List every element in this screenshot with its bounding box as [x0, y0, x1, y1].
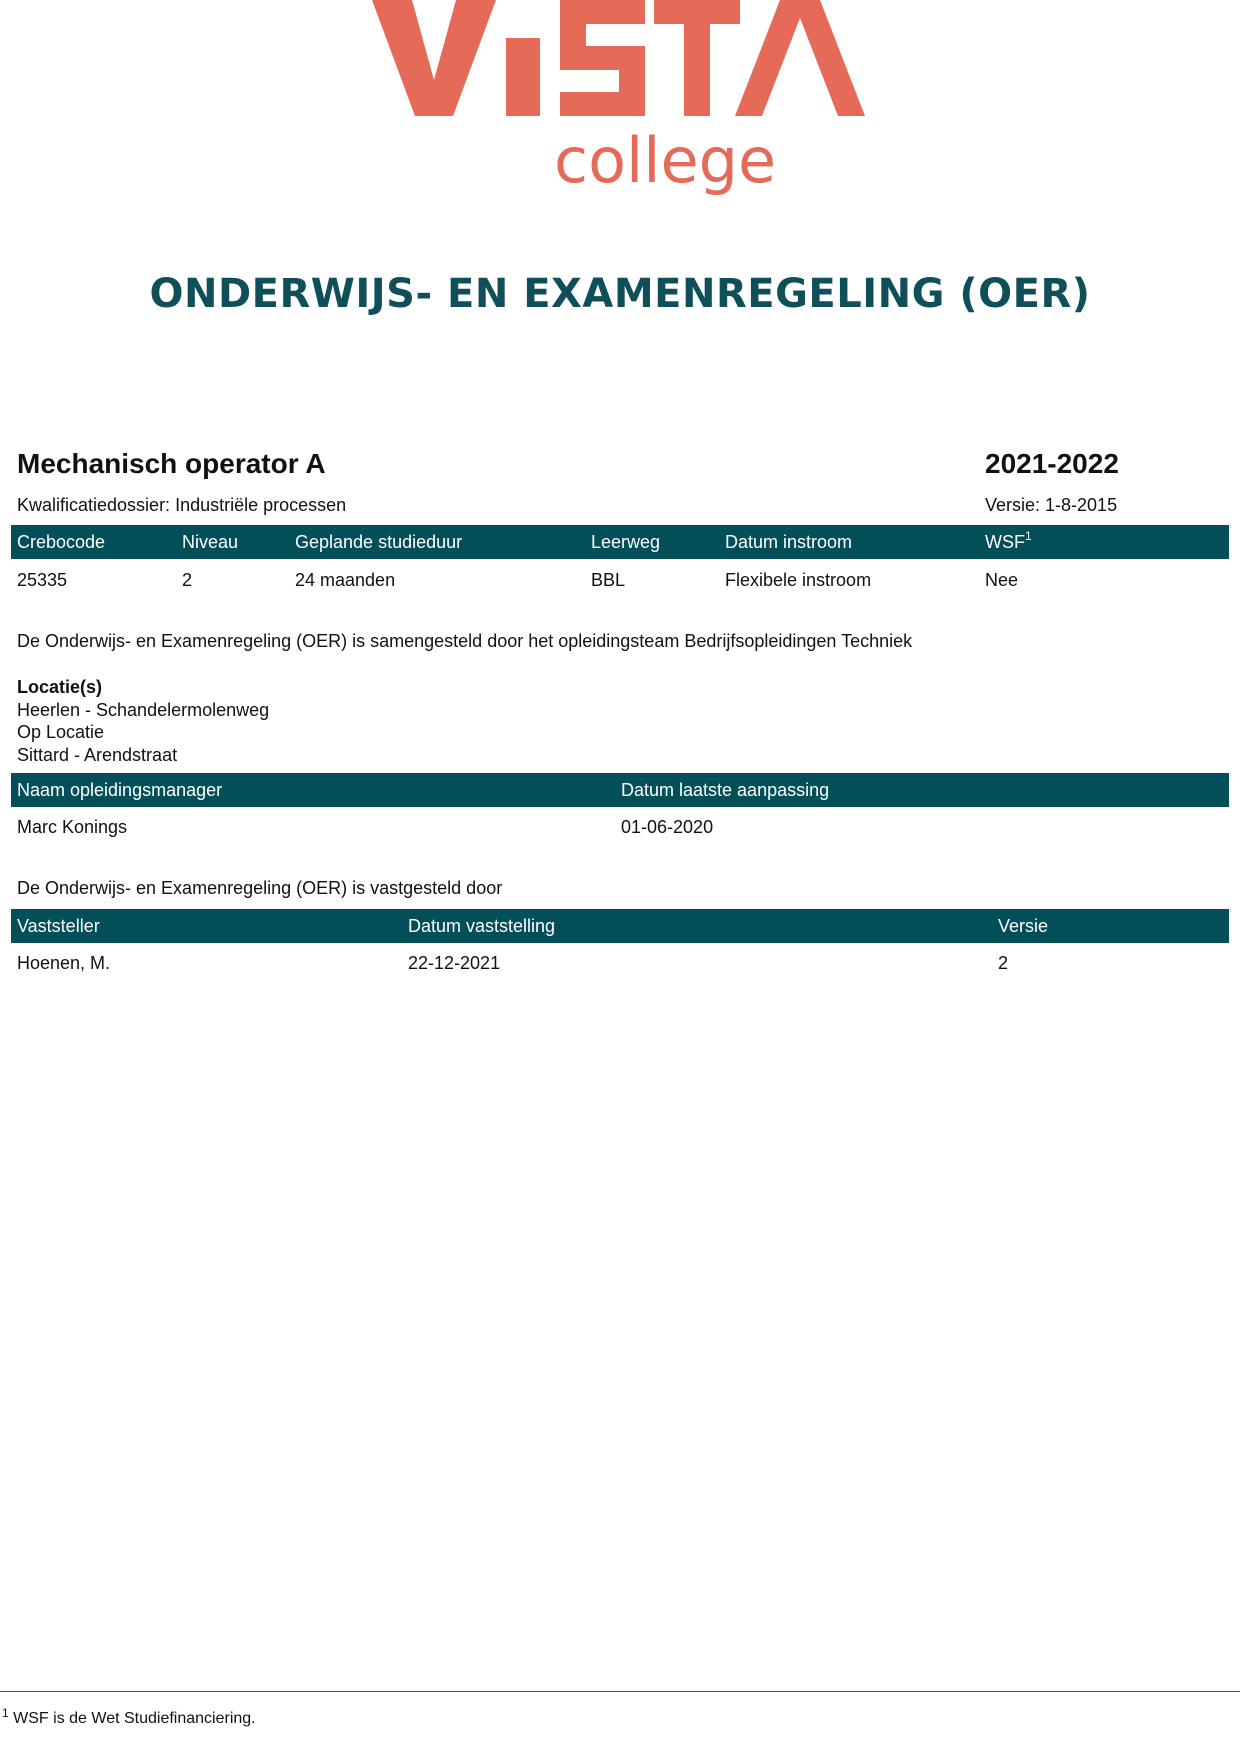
column-header-vaststeller: Vaststeller	[17, 916, 100, 936]
manager-table-header	[11, 773, 1229, 807]
column-header-crebocode: Crebocode	[17, 532, 106, 552]
footnote-marker: 1	[2, 1706, 9, 1720]
cell-niveau: 2	[182, 570, 193, 590]
cell-datum-vaststelling: 22-12-2021	[408, 953, 501, 973]
cell-studieduur: 24 maanden	[295, 570, 396, 590]
column-header-datum-instroom: Datum instroom	[725, 532, 853, 552]
program-table-row	[11, 563, 1229, 597]
program-name: Mechanisch operator A	[17, 448, 326, 479]
column-header-niveau: Niveau	[182, 532, 239, 552]
footnote-divider	[0, 1691, 1240, 1692]
footnote-text: WSF is de Wet Studiefinanciering.	[13, 1710, 256, 1727]
cell-crebocode: 25335	[17, 570, 68, 590]
program-table-header	[11, 525, 1229, 559]
column-header-versie: Versie	[998, 916, 1049, 936]
locations-block	[17, 676, 269, 766]
cell-datum-instroom: Flexibele instroom	[725, 570, 872, 590]
wsf-footnote-marker: 1	[1025, 529, 1032, 543]
manager-table-row	[11, 810, 1229, 844]
wsf-label: WSF	[985, 532, 1025, 552]
footnote	[2, 1706, 256, 1729]
qualification-dossier: Kwalificatiedossier: Industriële processen	[17, 495, 347, 515]
logo-sub-text: college	[554, 124, 777, 197]
cell-last-change-date: 01-06-2020	[621, 817, 714, 837]
location-item: Sittard - Arendstraat	[17, 744, 178, 765]
vista-college-logo-graphic	[360, 0, 880, 210]
column-header-last-change: Datum laatste aanpassing	[621, 780, 830, 800]
established-table-header	[11, 909, 1229, 943]
cell-wsf: Nee	[985, 570, 1019, 590]
locations-heading: Locatie(s)	[17, 677, 103, 697]
column-header-wsf	[985, 525, 1032, 559]
vista-college-logo	[360, 0, 880, 210]
column-header-leerweg: Leerweg	[591, 532, 661, 552]
established-table-row	[11, 946, 1229, 980]
dossier-version: Versie: 1-8-2015	[985, 495, 1118, 515]
cell-leerweg: BBL	[591, 570, 626, 590]
cell-manager-name: Marc Konings	[17, 817, 128, 837]
cell-vaststeller: Hoenen, M.	[17, 953, 111, 973]
cell-versie: 2	[998, 953, 1009, 973]
location-item: Op Locatie	[17, 722, 105, 742]
column-header-manager: Naam opleidingsmanager	[17, 780, 223, 800]
location-item: Heerlen - Schandelermolenweg	[17, 699, 270, 720]
established-by-text: De Onderwijs- en Examenregeling (OER) is vastgesteld door	[17, 878, 503, 898]
composed-by-text: De Onderwijs- en Examenregeling (OER) is samengesteld door het opleidingsteam Bedrijfsopleidingen Techniek	[17, 631, 913, 651]
document-title: ONDERWIJS- EN EXAMENREGELING (OER)	[149, 271, 1091, 317]
column-header-datum-vaststelling: Datum vaststelling	[408, 916, 556, 936]
school-year: 2021-2022	[985, 448, 1119, 479]
column-header-studieduur: Geplande studieduur	[295, 532, 463, 552]
